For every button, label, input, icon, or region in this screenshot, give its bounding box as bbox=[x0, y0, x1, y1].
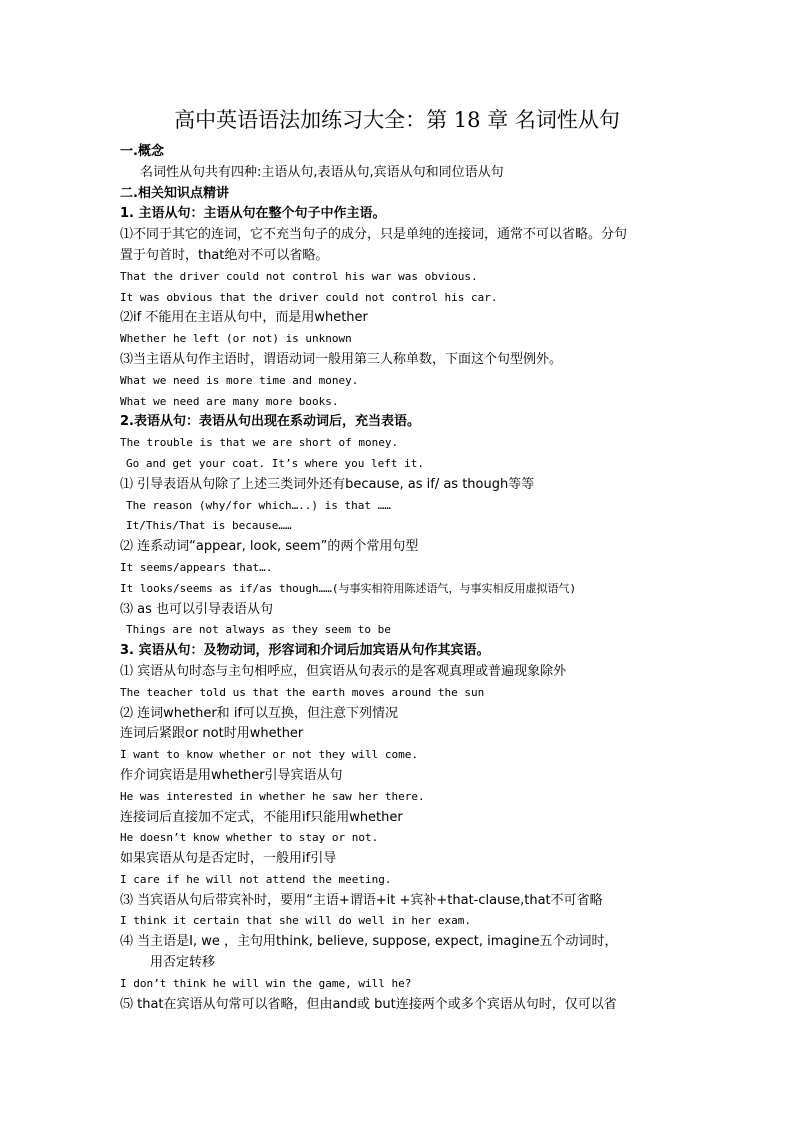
text-line: 一.概念 bbox=[120, 144, 164, 159]
text-line: ⑴不同于其它的连词，它不充当句子的成分，只是单纯的连接词，通常不可以省略。分句 bbox=[120, 227, 628, 243]
text-line: ⑵ 连词whether和 if可以互换，但注意下列情况 bbox=[120, 705, 399, 721]
text-line: ⑶当主语从句作主语时，谓语动词一般用第三人称单数，下面这个句型例外。 bbox=[120, 351, 563, 367]
page-title: 高中英语语法加练习大全：第 18 章 名词性从句 bbox=[174, 108, 620, 132]
text-line: It seems/appears that…. bbox=[120, 560, 273, 574]
text-line: I think it certain that she will do well in her exam. bbox=[120, 914, 471, 928]
text-line: What we need is more time and money. bbox=[120, 373, 359, 387]
text-line: The teacher told us that the earth moves around the sun bbox=[120, 685, 485, 699]
text-line: 置于句首时，that绝对不可以省略。 bbox=[120, 247, 329, 263]
text-line: I want to know whether or not they will come. bbox=[120, 748, 419, 762]
text-line: ⑴ 宾语从句时态与主句相呼应，但宾语从句表示的是客观真理或普遍现象除外 bbox=[120, 663, 567, 679]
text-line: The trouble is that we are short of money. bbox=[120, 436, 399, 450]
text-line: He was interested in whether he saw her there. bbox=[120, 789, 425, 803]
text-line: 用否定转移 bbox=[150, 955, 216, 971]
text-line: ⑵if 不能用在主语从句中，而是用whether bbox=[120, 310, 368, 326]
text-line: I care if he will not attend the meeting. bbox=[120, 872, 392, 886]
text-line: ⑸ that在宾语从句常可以省略，但由and或 but连接两个或多个宾语从句时，仅可以省 bbox=[120, 996, 617, 1012]
text-line: 如果宾语从句是否定时，一般用if引导 bbox=[120, 851, 337, 867]
text-line: 连接词后直接加不定式，不能用if只能用whether bbox=[120, 809, 403, 825]
text-line: ⑵ 连系动词“appear, look, seem”的两个常用句型 bbox=[120, 539, 419, 555]
text-line: Go and get your coat. It’s where you left it. bbox=[126, 456, 425, 470]
text-line: 名词性从句共有四种:主语从句,表语从句,宾语从句和同位语从句 bbox=[140, 164, 504, 180]
text-line: 作介词宾语是用whether引导宾语从句 bbox=[120, 767, 343, 783]
text-line: What we need are many more books. bbox=[120, 394, 339, 408]
text-line: 1. 主语从句：主语从句在整个句子中作主语。 bbox=[120, 206, 386, 222]
text-line: Whether he left (or not) is unknown bbox=[120, 332, 352, 346]
text-line: He doesn’t know whether to stay or not. bbox=[120, 831, 379, 845]
document-body bbox=[120, 142, 680, 1015]
text-line: It/This/That is because…… bbox=[126, 519, 292, 533]
text-line: ⑴ 引导表语从句除了上述三类词外还有because, as if/ as though等等 bbox=[120, 476, 535, 492]
text-line: ⑶ 当宾语从句后带宾补时，要用“主语+谓语+it +宾补+that-clause,that不可省略 bbox=[120, 892, 603, 908]
text-line: 连词后紧跟or not时用whether bbox=[120, 726, 304, 742]
text-line: Things are not always as they seem to be bbox=[126, 623, 391, 637]
text-line: It was obvious that the driver could not control his car. bbox=[120, 290, 498, 304]
text-line: The reason (why/for which…..) is that …… bbox=[126, 498, 391, 512]
text-line: ⑷ 当主语是I, we ，主句用think, believe, suppose, expect, imagine五个动词时， bbox=[120, 934, 618, 950]
text-line: I don’t think he will win the game, will he? bbox=[120, 976, 412, 990]
text-line: 2.表语从句：表语从句出现在系动词后，充当表语。 bbox=[120, 414, 420, 430]
text-line: ⑶ as 也可以引导表语从句 bbox=[120, 601, 274, 617]
text-line: It looks/seems as if/as though……(与事实相符用陈述语气，与事实相反用虚拟语气) bbox=[120, 581, 577, 595]
text-line: 3. 宾语从句：及物动词，形容词和介词后加宾语从句作其宾语。 bbox=[120, 643, 490, 659]
text-line: That the driver could not control his war was obvious. bbox=[120, 269, 478, 283]
text-line: 二.相关知识点精讲 bbox=[120, 185, 229, 201]
